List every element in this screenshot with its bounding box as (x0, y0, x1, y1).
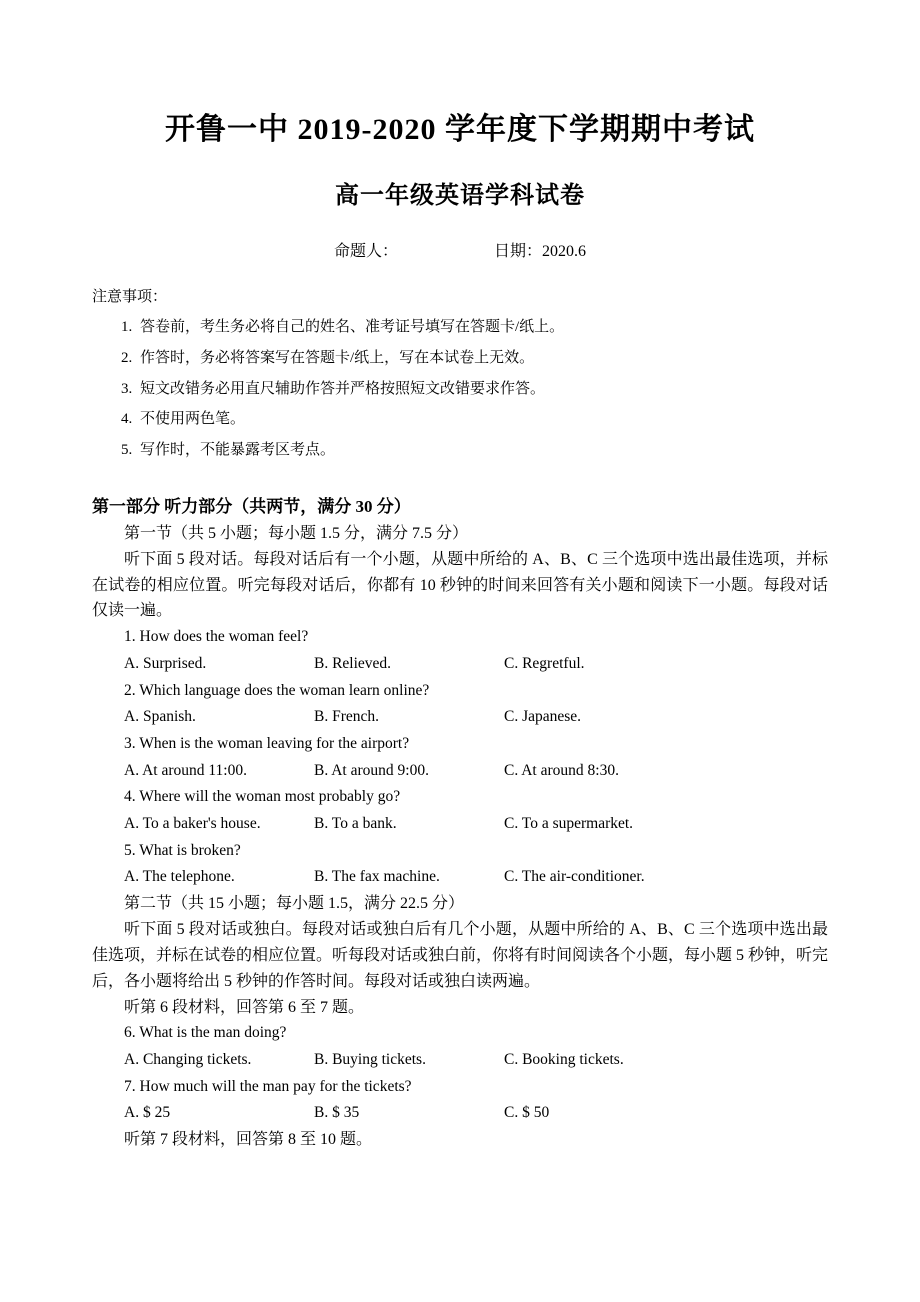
option-a: A. Surprised. (124, 655, 207, 673)
question-stem: 4. Where will the woman most probably go? (124, 788, 401, 806)
material-seven-label: 听第 7 段材料，回答第 8 至 10 题。 (124, 1131, 373, 1149)
section-two-instruction: 听下面 5 段对话或独白。每段对话或独白后有几个小题，从题中所给的 A、B、C 三个选项中选出最佳选项，并标在试卷的相应位置。听每段对话或独白前，你将有时间阅读各个小题，每小题 5 秒钟，听完后，各小题将给出 5 秒钟的作答时间。每段对话或独白读两遍。 (92, 920, 829, 990)
notice-list (92, 312, 828, 466)
question-stem: 2. Which language does the woman learn online? (124, 681, 430, 699)
option-b: B. To a bank. (314, 814, 397, 832)
option-a: A. To a baker's house. (124, 814, 261, 832)
option-c: C. At around 8:30. (504, 761, 619, 779)
option-a: A. The telephone. (124, 868, 235, 886)
notice-item: 1. 答卷前，考生务必将自己的姓名、准考证号填写在答题卡/纸上。 (136, 312, 828, 343)
question-options (92, 864, 828, 891)
option-a: A. At around 11:00. (124, 761, 247, 779)
date-label: 日期：2020.6 (494, 243, 587, 260)
notice-item: 2. 作答时，务必将答案写在答题卡/纸上，写在本试卷上无效。 (136, 343, 828, 374)
section-one-instruction: 听下面 5 段对话。每段对话后有一个小题，从题中所给的 A、B、C 三个选项中选出最佳选项，并标在试卷的相应位置。听完每段对话后，你都有 10 秒钟的时间来回答有关小题和阅读下一小题。每段对话仅读一遍。 (92, 550, 828, 620)
option-c: C. Japanese. (504, 708, 582, 726)
option-a: A. Changing tickets. (124, 1051, 252, 1069)
section-two-heading: 第二节（共 15 小题；每小题 1.5，满分 22.5 分） (124, 894, 465, 912)
notice-item: 5. 写作时，不能暴露考区考点。 (136, 435, 828, 466)
option-a: A. $ 25 (124, 1104, 171, 1122)
option-b: B. Buying tickets. (314, 1051, 426, 1069)
option-b: B. The fax machine. (314, 868, 440, 886)
question-options (92, 758, 828, 785)
option-c: C. To a supermarket. (504, 814, 634, 832)
question-stem: 1. How does the woman feel? (124, 628, 309, 646)
material-six-label: 听第 6 段材料，回答第 6 至 7 题。 (124, 998, 365, 1016)
question-stem: 3. When is the woman leaving for the airport? (124, 735, 410, 752)
option-b: B. Relieved. (314, 655, 392, 673)
author-label: 命题人： (333, 243, 398, 260)
paper-meta (92, 238, 828, 261)
option-b: B. $ 35 (314, 1104, 360, 1122)
notice-heading: 注意事项： (92, 289, 168, 305)
part-one-heading: 第一部分 听力部分（共两节，满分 30 分） (92, 496, 411, 516)
page-subtitle: 高一年级英语学科试卷 (335, 183, 585, 209)
question-options (92, 811, 828, 838)
notice-item: 4. 不使用两色笔。 (136, 404, 828, 435)
option-c: C. Regretful. (504, 655, 585, 673)
option-c: C. Booking tickets. (504, 1051, 624, 1069)
section-one-heading: 第一节（共 5 小题；每小题 1.5 分，满分 7.5 分） (124, 524, 469, 542)
option-a: A. Spanish. (124, 708, 196, 726)
option-c: C. The air-conditioner. (504, 868, 645, 886)
notice-item: 3. 短文改错务必用直尺辅助作答并严格按照短文改错要求作答。 (136, 374, 828, 405)
option-b: B. French. (314, 708, 380, 726)
question-stem: 6. What is the man doing? (124, 1024, 287, 1042)
option-b: B. At around 9:00. (314, 761, 429, 779)
question-options (92, 651, 828, 678)
option-c: C. $ 50 (504, 1104, 550, 1122)
question-options (92, 704, 828, 731)
question-options (92, 1047, 828, 1074)
question-options (92, 1100, 828, 1127)
question-stem: 7. How much will the man pay for the tickets? (124, 1077, 412, 1095)
page-title: 开鲁一中 2019-2020 学年度下学期期中考试 (165, 113, 755, 146)
question-stem: 5. What is broken? (124, 841, 241, 859)
